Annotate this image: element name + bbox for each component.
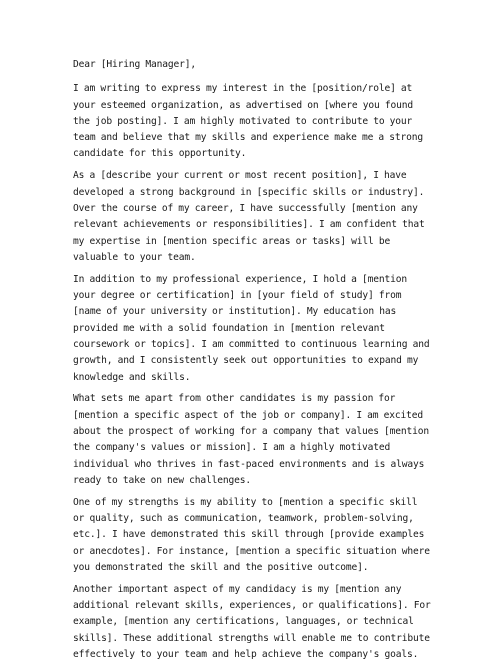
paragraph-education: In addition to my professional experience, I hold a [mention your degree or certification] in [your field of study] from [name of your university or institution]. My education has provided me with a solid foundation in [mention relevant coursework or topics]. I am committed to continuous learning and growth, and I consistently seek out opportunities to expand my knowledge and skills.: [73, 273, 430, 383]
paragraph-strengths: One of my strengths is my ability to [mention a specific skill or quality, such as communication, teamwork, problem-solving, etc.]. I have demonstrated this skill through [provide examples or anecdotes]. For instance, [mention a specific situation where you demonstrated the skill and the positive outcome].: [73, 496, 430, 573]
paragraph-passion: What sets me apart from other candidates is my passion for [mention a specific aspect of the job or company]. I am excited about the prospect of working for a company that values [mention the company's values or mission]. I am a highly motivated individual who thrives in fast-paced environments and is always ready to take on new challenges.: [73, 393, 430, 486]
salutation: Dear [Hiring Manager],: [73, 59, 196, 70]
paragraph-intro: I am writing to express my interest in the [position/role] at your esteemed organization, as advertised on [where you found the job posting]. I am highly motivated to contribute to your team and believe that my skills and experience make me a strong candidate for this opportunity.: [73, 83, 424, 160]
paragraph-experience: As a [describe your current or most recent position], I have developed a strong background in [specific skills or industry]. Over the course of my career, I have successfully [mention any relevant achievements or responsibilities]. I am confident that my expertise in [mention specific areas or tasks] will be valuable to your team.: [73, 170, 425, 263]
cover-letter: [73, 57, 433, 669]
paragraph-additional: Another important aspect of my candidacy is my [mention any additional relevant skills, experiences, or qualifications]. For example, [mention any certifications, languages, or technical skills]. These additional strengths will enable me to contribute effectively to your team and help achieve the company's goals.: [73, 583, 431, 661]
